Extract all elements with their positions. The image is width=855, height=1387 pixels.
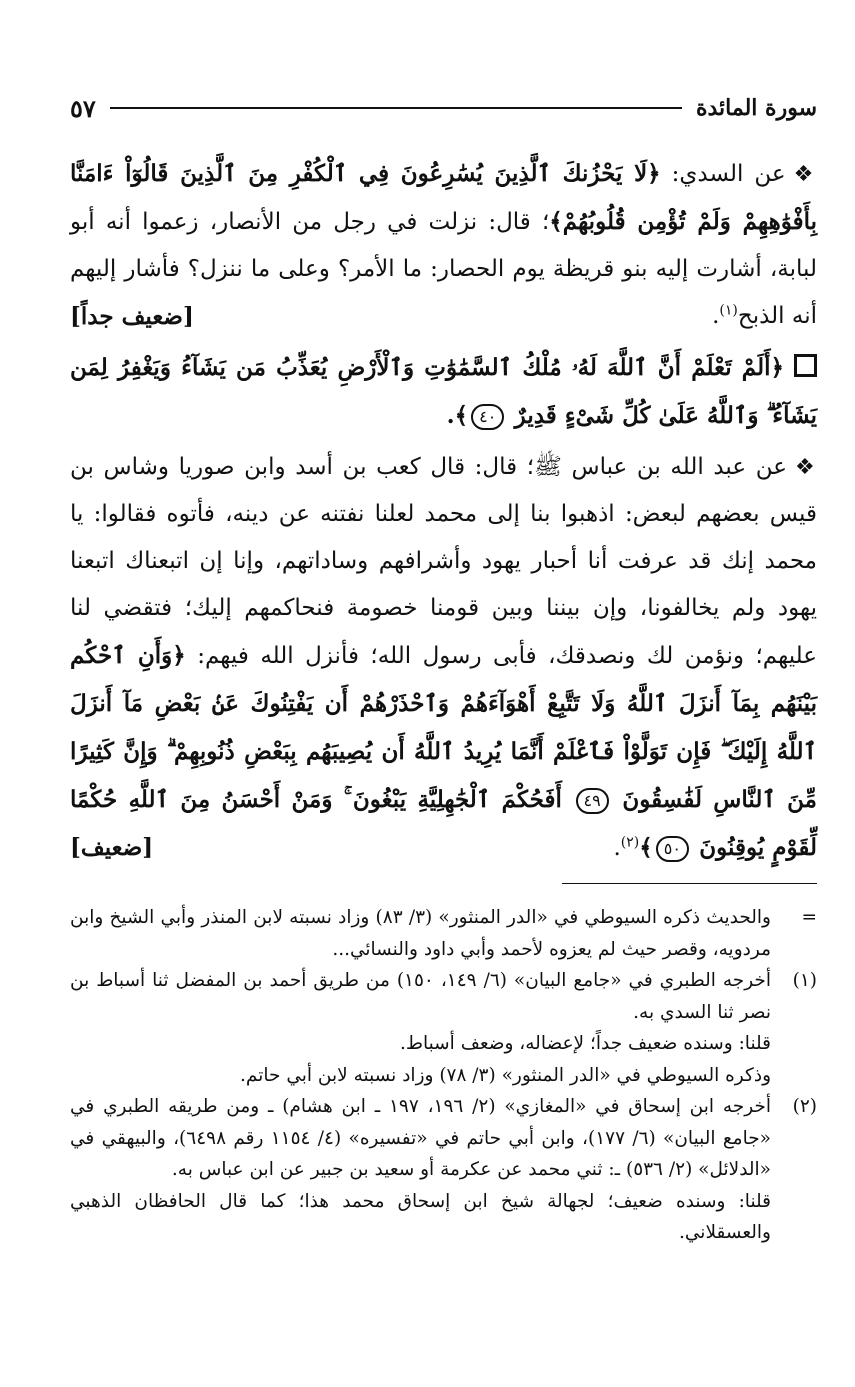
ayah-number-marker: ٤٩ [576, 788, 609, 814]
hadith-text: عن عبد الله بن عباس ﷺ؛ قال: قال كعب بن أسد وابن صوريا وشاس بن قيس بعضهم لبعض: اذهبوا بنا إلى محمد لعلنا نفتنه عن دينه، فأتوه فقالوا: يا محمد إنك قد عرفت أنا أحبار يهود وأشرافهم وساداتهم، وإنا إن اتبعناك اتبعنا يهود ولم يخالفونا، وإن بيننا وبين قومنا خصومة فنحاكمهم إليك؛ فتقضي لنا عليهم؛ ونؤمن لك ونصدقك، فأبى رسول الله؛ فأنزل الله فيهم: [70, 454, 817, 669]
grade-label: [ضعيف جداً] [70, 303, 194, 330]
square-bullet-icon [794, 354, 817, 377]
quran-verse: أَفَحُكْمَ ٱلْجَٰهِلِيَّةِ يَبْغُونَ ۚ وَمَنْ أَحْسَنُ مِنَ ٱللَّهِ حُكْمًا لِّقَوْمٍ يُوقِنُونَ [70, 786, 817, 861]
surah-title: سورة المائدة [695, 95, 817, 121]
footnote-divider [562, 883, 817, 884]
footnote-mark: (٢) [792, 1096, 817, 1117]
footnote-line: أخرجه ابن إسحاق في «المغازي» (٢/ ١٩٦، ١٩٧ ـ ابن هشام) ـ ومن طريقه الطبري في «جامع البيان» (٦/ ١٧٧)، وابن أبي حاتم في «تفسيره» (٤/ ١١٥٤ رقم ٦٤٩٨)، والبيهقي في «الدلائل» (٢/ ٥٣٦) ـ: ثني محمد عن عكرمة أو سعيد بن جبير عن ابن عباس به. [70, 1096, 771, 1180]
footnote-continuation [70, 902, 817, 965]
footnote-mark: = [801, 907, 817, 928]
book-page [70, 0, 817, 1387]
quran-verse: ﴿لَا يَحْزُنكَ ٱلَّذِينَ يُسَٰرِعُونَ فِي ٱلْكُفْرِ مِنَ ٱلَّذِينَ قَالُوٓاْ ءَامَنَّا بِأَفْوَٰهِهِمْ وَلَمْ تُؤْمِن قُلُوبُهُمْ﴾ [70, 160, 817, 235]
footnote-line: والحديث ذكره السيوطي في «الدر المنثور» (٣/ ٨٣) وزاد نسبته لابن المنذر وأبي الشيخ وابن مردويه، وقصر حيث لم يعزوه لأحمد وأبي داود والنسائي... [70, 907, 771, 960]
ayah-number-marker: ٥٠ [656, 836, 689, 862]
footnote-1 [70, 965, 817, 1091]
hadith-paragraph-1: ❖عن السدي: ﴿لَا يَحْزُنكَ ٱلَّذِينَ يُسَٰرِعُونَ فِي ٱلْكُفْرِ مِنَ ٱلَّذِينَ قَالُوٓاْ ءَامَنَّا بِأَفْوَٰهِهِمْ وَلَمْ تُؤْمِن قُلُوبُهُمْ﴾؛ قال: نزلت في رجل من الأنصار، زعموا أنه أبو لبابة، أشارت إليه بنو قريظة يوم الحصار: ما الأمر؟ وعلى ما ننزل؟ فأشار إليهم أنه الذبح$^{(١)}$. [ضعيف جداً] [70, 150, 817, 340]
verse-block [70, 344, 817, 440]
narrator-intro: عن السدي: [660, 161, 786, 187]
diamond-bullet-icon: ❖ [793, 162, 817, 187]
ayah-number-marker: ٤٠ [471, 404, 504, 430]
footnote-mark: (١) [792, 970, 817, 991]
footnote-line: أخرجه الطبري في «جامع البيان» (٦/ ١٤٩، ١٥٠) من طريق أحمد بن المفضل ثنا أسباط بن نصر ثنا السدي به. [70, 970, 772, 1023]
diamond-bullet-icon: ❖ [794, 455, 817, 480]
footnote-ref: (١) [719, 302, 738, 319]
quran-verse: ﴿وَأَنِ ٱحْكُم بَيْنَهُم بِمَآ أَنزَلَ ٱللَّهُ وَلَا تَتَّبِعْ أَهْوَآءَهُمْ وَٱحْذَرْهُمْ أَن يَفْتِنُوكَ عَنۢ بَعْضِ مَآ أَنزَلَ ٱللَّهُ إِلَيْكَ ۖ فَإِن تَوَلَّوْاْ فَٱعْلَمْ أَنَّمَا يُرِيدُ ٱللَّهُ أَن يُصِيبَهُم بِبَعْضِ ذُنُوبِهِمْ ۗ وَإِنَّ كَثِيرًا مِّنَ ٱلنَّاسِ لَفَٰسِقُونَ [70, 642, 818, 813]
header-rule [110, 107, 682, 109]
footnote-line: قلنا: وسنده ضعيف؛ لجهالة شيخ ابن إسحاق محمد هذا؛ كما قال الحافظان الذهبي والعسقلاني. [70, 1190, 771, 1243]
page-header [70, 88, 817, 128]
footnote-line: قلنا: وسنده ضعيف جداً؛ لإعضاله، وضعف أسباط. [399, 1033, 771, 1054]
hadith-paragraph-2 [70, 444, 817, 872]
verse-close: ﴾. [446, 402, 469, 429]
footnote-2 [70, 1091, 817, 1249]
verse-close: ﴾ [639, 834, 653, 861]
main-text [70, 150, 817, 876]
hadith-text: ؛ قال: نزلت في رجل من الأنصار، زعموا أنه أبو لبابة، أشارت إليه بنو قريظة يوم الحصار: ما الأمر؟ وعلى ما ننزل؟ فأشار إليهم أنه الذبح [70, 209, 817, 329]
page-number: ٥٧ [70, 93, 96, 123]
grade-label: [ضعيف] [70, 834, 154, 861]
footnote-line: وذكره السيوطي في «الدر المنثور» (٣/ ٧٨) وزاد نسبته لابن أبي حاتم. [240, 1064, 771, 1086]
sentence-end: . [613, 835, 621, 861]
footnote-ref: (٢) [620, 834, 640, 851]
quran-verse: ﴿أَلَمْ تَعْلَمْ أَنَّ ٱللَّهَ لَهُۥ مُلْكُ ٱلسَّمَٰوَٰتِ وَٱلْأَرْضِ يُعَذِّبُ مَن يَشَآءُ وَيَغْفِرُ لِمَن يَشَآءُ ۗ وَٱللَّهُ عَلَىٰ كُلِّ شَىْءٍ قَدِيرٌ [70, 354, 817, 429]
footnotes [70, 902, 817, 1249]
